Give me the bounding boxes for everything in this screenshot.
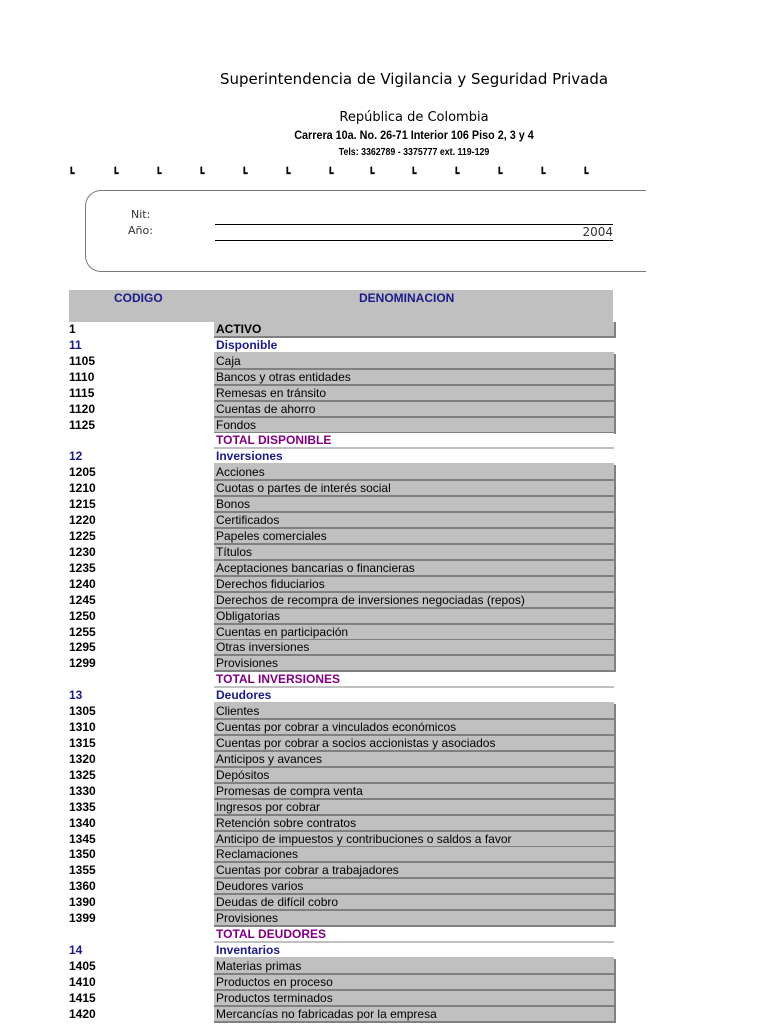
table-row	[69, 911, 617, 927]
table-row	[69, 847, 617, 863]
table-row	[69, 975, 617, 991]
table-row	[69, 1007, 617, 1023]
account-code: 1340	[69, 815, 96, 830]
account-code: 11	[69, 337, 82, 352]
account-code: 1320	[69, 751, 96, 766]
account-code: 1360	[69, 879, 96, 894]
table-row	[69, 370, 617, 386]
account-code	[69, 672, 214, 687]
table-row	[69, 704, 617, 720]
account-name[interactable]: Inversiones	[214, 449, 614, 465]
accounts-table	[69, 322, 617, 1023]
phones: Tels: 3362789 - 3375777 ext. 119-129	[338, 147, 490, 158]
account-name[interactable]: Retención sobre contratos	[214, 816, 616, 832]
account-code: 1330	[69, 783, 96, 798]
table-row	[69, 752, 617, 768]
account-name[interactable]: Acciones	[214, 465, 616, 481]
account-name[interactable]: Cuotas o partes de interés social	[214, 481, 616, 497]
account-name[interactable]: Clientes	[214, 704, 616, 720]
year-field[interactable]	[215, 240, 613, 241]
year-label: Año:	[128, 224, 153, 237]
tick-mark: ┗	[453, 168, 460, 180]
account-name[interactable]: TOTAL DEUDORES	[214, 927, 614, 943]
table-row	[69, 577, 617, 593]
table-row	[69, 338, 617, 354]
account-code: 1420	[69, 1006, 96, 1021]
tick-mark: ┗	[241, 168, 248, 180]
account-code: 1215	[69, 497, 96, 512]
table-row	[69, 402, 617, 418]
table-row	[69, 991, 617, 1007]
col-name-header: DENOMINACION	[359, 291, 455, 305]
account-name[interactable]: TOTAL DISPONIBLE	[214, 433, 614, 449]
tick-mark: ┗	[368, 168, 375, 180]
account-name[interactable]: Derechos de recompra de inversiones negociadas (repos)	[214, 593, 616, 609]
tick-mark: ┗	[68, 168, 75, 180]
account-code: 1225	[69, 528, 96, 543]
account-code: 1125	[69, 417, 96, 432]
account-name[interactable]: Deudas de difícil cobro	[214, 895, 616, 911]
account-name[interactable]: Bancos y otras entidades	[214, 370, 616, 386]
account-code	[69, 433, 214, 448]
account-name[interactable]: Certificados	[214, 513, 616, 529]
country-name: República de Colombia	[339, 110, 489, 125]
tick-mark: ┗	[327, 168, 334, 180]
account-code: 1345	[69, 831, 96, 846]
tick-mark: ┗	[582, 168, 589, 180]
nit-label: Nit:	[131, 208, 151, 221]
account-name[interactable]: Cuentas en participación	[214, 625, 616, 641]
account-name[interactable]: Provisiones	[214, 656, 616, 672]
table-row	[69, 625, 617, 641]
table-row	[69, 895, 617, 911]
table-row	[69, 959, 617, 975]
account-name[interactable]: Productos en proceso	[214, 975, 616, 991]
table-row	[69, 609, 617, 625]
account-name[interactable]: Depósitos	[214, 768, 616, 784]
tick-mark: ┗	[112, 168, 119, 180]
table-row	[69, 386, 617, 402]
table-row	[69, 879, 617, 895]
table-row	[69, 720, 617, 736]
tick-mark: ┗	[539, 168, 546, 180]
account-name[interactable]: Deudores varios	[214, 879, 616, 895]
table-row	[69, 672, 617, 688]
column-tick-marks	[0, 168, 768, 180]
account-name[interactable]: Otras inversiones	[214, 640, 616, 656]
account-name[interactable]: Derechos fiduciarios	[214, 577, 616, 593]
table-row	[69, 322, 617, 338]
account-name[interactable]: Deudores	[214, 688, 614, 704]
account-code: 1220	[69, 513, 96, 528]
account-code: 1250	[69, 608, 96, 623]
account-name[interactable]: Fondos	[214, 418, 616, 434]
account-name[interactable]: Provisiones	[214, 911, 616, 927]
account-code: 1399	[69, 911, 96, 926]
account-name[interactable]: Cuentas por cobrar a socios accionistas y asociados	[214, 736, 616, 752]
table-row	[69, 800, 617, 816]
account-code: 1310	[69, 720, 96, 735]
table-row	[69, 736, 617, 752]
table-header	[69, 290, 613, 322]
org-name: Superintendencia de Vigilancia y Seguridad Privada	[219, 70, 609, 88]
nit-field[interactable]	[215, 224, 613, 225]
account-name[interactable]: Ingresos por cobrar	[214, 800, 616, 816]
account-code: 1230	[69, 544, 96, 559]
account-code: 1210	[69, 481, 96, 496]
account-name[interactable]: Títulos	[214, 545, 616, 561]
table-row	[69, 656, 617, 672]
account-name[interactable]: Promesas de compra venta	[214, 784, 616, 800]
account-name[interactable]: Cuentas de ahorro	[214, 402, 616, 418]
account-code	[69, 927, 214, 942]
tick-mark: ┗	[155, 168, 162, 180]
account-name[interactable]: Caja	[214, 354, 616, 370]
account-name[interactable]: Anticipo de impuestos y contribuciones o saldos a favor	[214, 832, 616, 848]
tick-mark: ┗	[284, 168, 291, 180]
account-code: 1390	[69, 895, 96, 910]
table-row	[69, 640, 617, 656]
account-code: 1235	[69, 560, 96, 575]
table-row	[69, 593, 617, 609]
account-code: 1205	[69, 465, 96, 480]
table-row	[69, 832, 617, 848]
table-row	[69, 784, 617, 800]
table-row	[69, 561, 617, 577]
account-name[interactable]: Inventarios	[214, 943, 614, 959]
account-code: 12	[69, 449, 83, 464]
account-code: 1120	[69, 401, 96, 416]
account-name[interactable]: Cuentas por cobrar a vinculados económicos	[214, 720, 616, 736]
account-code: 1355	[69, 863, 96, 878]
table-row	[69, 816, 617, 832]
account-name[interactable]: Papeles comerciales	[214, 529, 616, 545]
account-name[interactable]: TOTAL INVERSIONES	[214, 672, 614, 688]
table-row	[69, 927, 617, 943]
account-code: 1105	[69, 353, 96, 368]
account-name[interactable]: Obligatorias	[214, 609, 616, 625]
table-row	[69, 354, 617, 370]
account-code: 1245	[69, 592, 96, 607]
table-row	[69, 513, 617, 529]
account-code: 14	[69, 942, 83, 957]
table-row	[69, 529, 617, 545]
account-name[interactable]: Remesas en tránsito	[214, 386, 616, 402]
account-name[interactable]: Aceptaciones bancarias o financieras	[214, 561, 616, 577]
account-code: 1115	[69, 385, 95, 400]
account-code: 1410	[69, 974, 96, 989]
table-row	[69, 863, 617, 879]
account-code: 1325	[69, 767, 96, 782]
account-code: 1299	[69, 656, 96, 671]
tick-mark: ┗	[496, 168, 503, 180]
account-name[interactable]: Bonos	[214, 497, 616, 513]
account-name[interactable]: Cuentas por cobrar a trabajadores	[214, 863, 616, 879]
account-code: 1	[69, 322, 76, 336]
table-row	[69, 433, 617, 449]
year-value: 2004	[582, 225, 613, 239]
account-name[interactable]: Mercancías no fabricadas por la empresa	[214, 1007, 616, 1023]
account-code: 1350	[69, 847, 96, 862]
account-code: 1305	[69, 704, 96, 719]
table-row	[69, 449, 617, 465]
account-name[interactable]: Productos terminados	[214, 991, 616, 1007]
table-row	[69, 943, 617, 959]
col-code-header: CODIGO	[114, 291, 163, 305]
account-code: 1240	[69, 576, 96, 591]
account-name[interactable]: Reclamaciones	[214, 847, 616, 863]
account-code: 1335	[69, 799, 96, 814]
account-code: 13	[69, 688, 83, 703]
account-name[interactable]: Anticipos y avances	[214, 752, 616, 768]
table-row	[69, 545, 617, 561]
account-code: 1110	[69, 369, 95, 384]
tick-mark: ┗	[410, 168, 417, 180]
account-name[interactable]: Materias primas	[214, 959, 616, 975]
table-row	[69, 418, 617, 434]
table-row	[69, 768, 617, 784]
account-code: 1315	[69, 735, 96, 750]
table-row	[69, 497, 617, 513]
account-name[interactable]: ACTIVO	[214, 322, 616, 338]
table-row	[69, 465, 617, 481]
account-code: 1415	[69, 990, 96, 1005]
account-code: 1295	[69, 640, 96, 655]
account-code: 1255	[69, 624, 96, 639]
table-row	[69, 688, 617, 704]
account-code: 1405	[69, 958, 96, 973]
account-name[interactable]: Disponible	[214, 338, 614, 354]
tick-mark: ┗	[198, 168, 205, 180]
address: Carrera 10a. No. 26-71 Interior 106 Piso 2, 3 y 4	[294, 128, 534, 142]
table-row	[69, 481, 617, 497]
form-box	[85, 190, 646, 272]
